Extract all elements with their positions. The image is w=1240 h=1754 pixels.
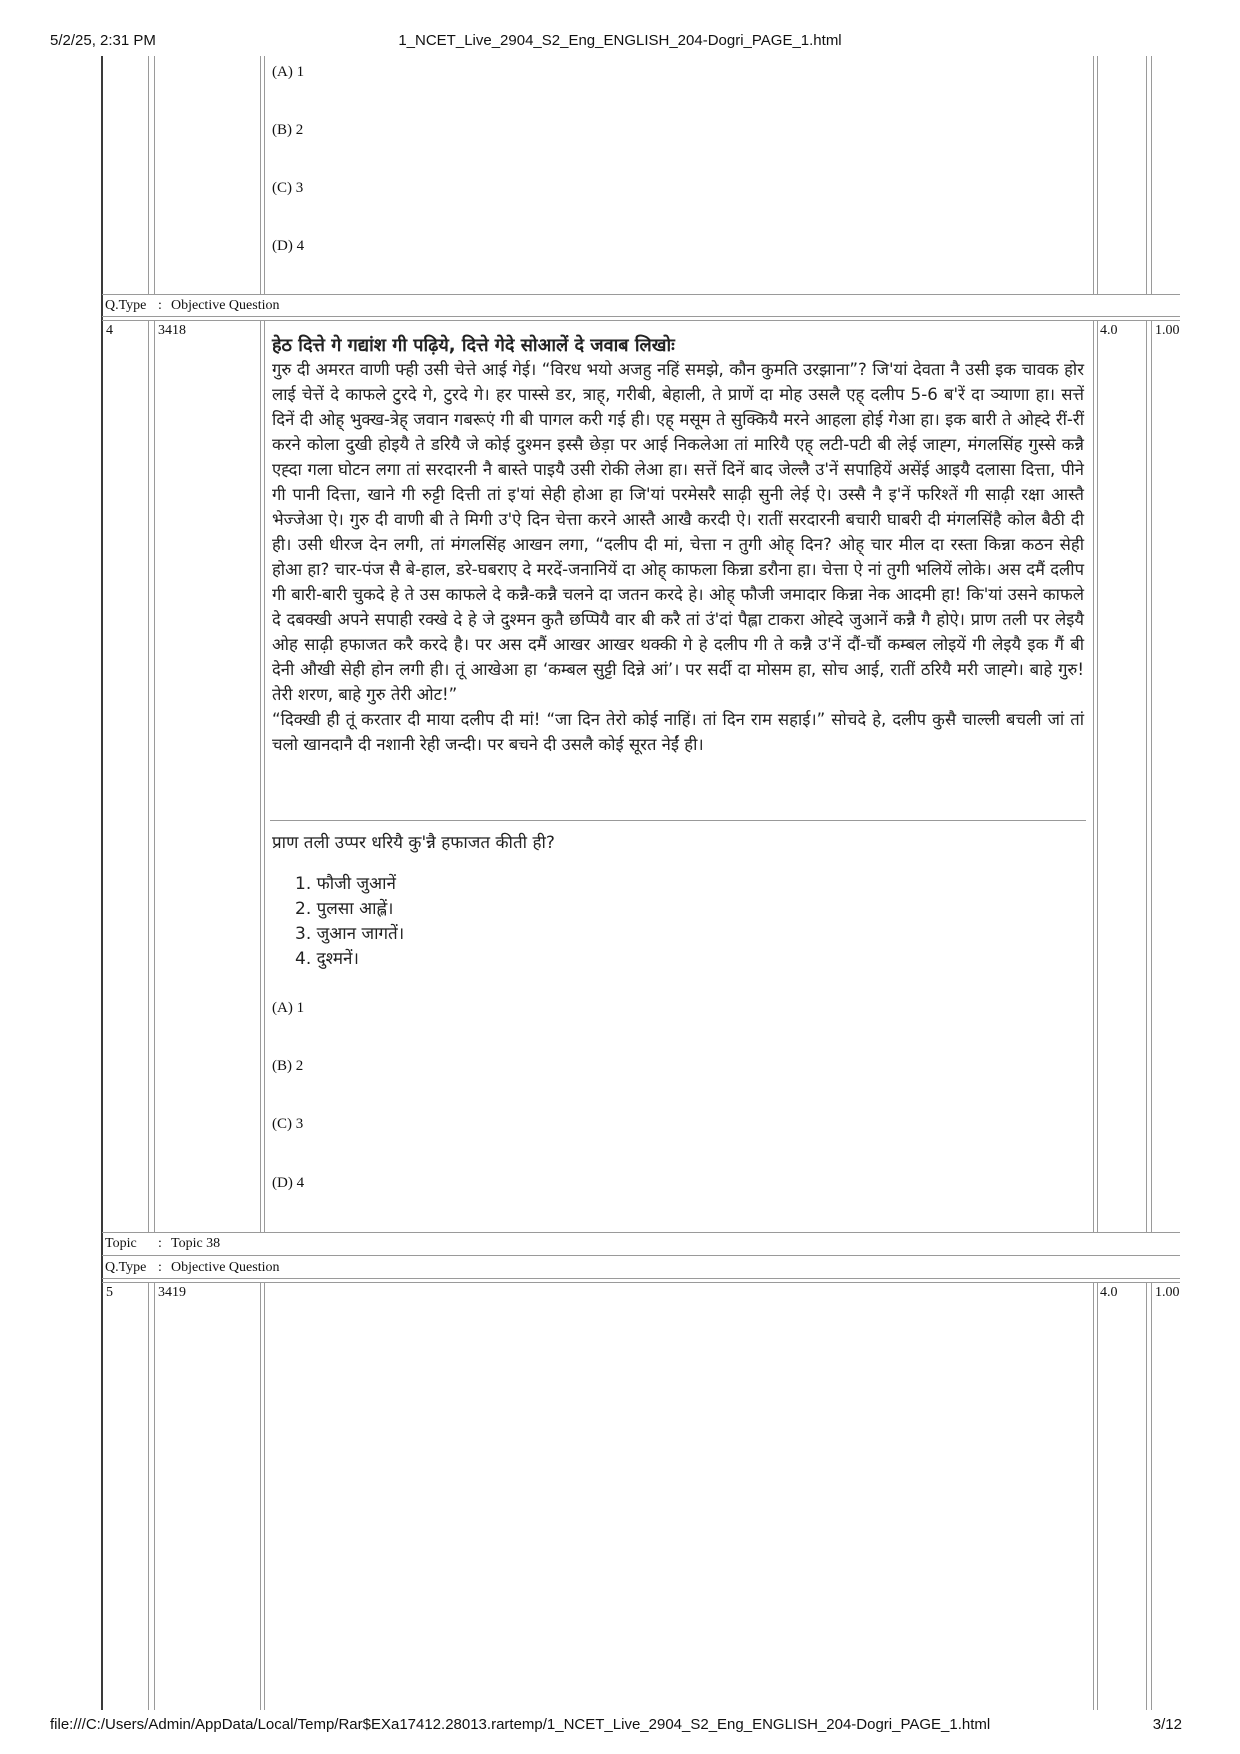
qtype-row-border bbox=[102, 316, 1180, 317]
q5-col-sno-border bbox=[148, 1282, 149, 1710]
prev-option-c: (C) 3 bbox=[272, 180, 304, 196]
q4-choice-list bbox=[295, 872, 404, 972]
q5-col-body-border-inner bbox=[264, 1282, 265, 1710]
q4-col-neg-border bbox=[1146, 320, 1147, 1232]
q4-passage bbox=[272, 357, 1084, 757]
col-qid-border bbox=[154, 56, 155, 294]
col-marks-border bbox=[1093, 56, 1094, 294]
col-marks-border-inner bbox=[1097, 56, 1098, 294]
topic-row-border bbox=[102, 1255, 1180, 1256]
q4-question-id: 3418 bbox=[158, 323, 186, 338]
qtype-label: Q.Type bbox=[105, 298, 147, 313]
q5-col-body-border bbox=[260, 1282, 261, 1710]
q5-marks: 4.0 bbox=[1100, 1285, 1118, 1300]
q4-passage-paragraph-1: गुरु दी अमरत वाणी फ्ही उसी चेत्ते आई गेई। “विरध भयो अजहु नहिं समझे, कौन कुमति उरझाना”? जि'यां देवता नै उसी इक चावक होर लाई चेत्तें दे काफले टुरदे गे, टुरदे गे। हर पास्से डर, त्राह्, गरीबी, बेहाली, ते प्राणें दा मोह उसलै एह् दलीप 5-6 ब'रें दा ञ्याणा हा। सत्तें दिनें दी ओह् भुक्ख-त्रेह् जवान गबरूएं गी बी पागल करी गई ही। एह् मसूम ते सुक्कियै मरने आहला होई गेआ हा। इक बारी ते ओह्दे रीं-रीं करने कोला दुखी होइयै ते डरियै जे कोई दुश्मन इस्सै छेड़ा पर आई निकलेआ तां मारियै एह् लटी-पटी बी लेई जाह्ग, मंगलसिंह गुस्से कन्नै एह्दा गला घोटन लगा तां सरदारनी नै बास्ते पाइयै उसी रोकी लेआ हा। सत्तें दिनें बाद जेल्लै उ'नें सपाहियें असेंई आइयै दलासा दित्ता, पीने गी पानी दित्ता, खाने गी रुट्टी दित्ती तां इ'यां सेही होआ हा जि'यां परमेसरै साढ़ी सुनी लेई ऐ। उस्सै नै इ'नें फरिश्तें गी साढ़ी रक्षा आस्तै भेज्जेआ ऐ। गुरु दी वाणी बी ते मिगी उ'ऐ दिन चेत्ता करने आस्तै आखै करदी ऐ। रातीं सरदारनी बचारी घाबरी दी मंगलसिंहै कोल बैठी दी ही। उसी धीरज देन लगी, तां मंगलसिंह आखन लगा, “दलीप दी मां, चेत्ता न तुगी ओह् दिन? ओह् चार मील दा रस्ता किन्ना कठन सेही होआ हा? चार-पंज सै बे-हाल, डरे-घबराए दे मरदें-जनानियें दा ओह् काफला किन्ना डरौना हा। चेत्ता ऐ नां तुगी भलियें लोके। अस दमैं दलीप गी बारी-बारी चुकदे हे ते उस काफले दे कन्नै-कन्नै चलने दा जतन करदे हे। ओह् फौजी जमादार किन्ना नेक आदमी हा! कि'यां उसने काफले दे दबक्खी अपने सपाही रक्खे दे हे जे दुश्मन कुतै छप्पियै वार बी करै तां उं'दां पैह्ला टाकरा ओह्दे जुआनें कन्नै गै होऐ। प्राण तली पर लेइयै ओह साढ़ी हफाजत करै करदे है। पर अस दमैं आखर आखर थक्की गे हे दलीप गी ते कन्नै उ'नें दौं-चौं कम्बल लोइयें गी लेइयै इक गैं बी देनी औखी सेही होन लगी ही। तूं आखेआ हा ‘कम्बल सुट्टी दिन्ने आं’। पर सर्दी दा मोसम हा, सोच आई, रातीं ठरियै मरी जाह्गे। बाहे गुरु! तेरी शरण, बाहे गुरु तेरी ओट!” bbox=[272, 360, 1085, 704]
topic-label: Topic bbox=[105, 1236, 137, 1251]
qtype-sep: : bbox=[158, 298, 162, 313]
qtype-row-2-border bbox=[102, 1278, 1180, 1279]
prev-option-d: (D) 4 bbox=[272, 238, 305, 254]
q4-serial-number: 4 bbox=[106, 323, 113, 338]
prev-option-b: (B) 2 bbox=[272, 122, 304, 138]
q4-marks: 4.0 bbox=[1100, 323, 1118, 338]
q5-negative-marks: 1.00 bbox=[1155, 1285, 1180, 1300]
q5-col-neg-border-inner bbox=[1151, 1282, 1152, 1710]
q4-choice-1: 1. फौजी जुआनें bbox=[295, 874, 396, 894]
col-body-border-inner bbox=[264, 56, 265, 294]
q4-col-neg-border-inner bbox=[1151, 320, 1152, 1232]
q4-bottom-border bbox=[102, 1232, 1180, 1233]
q4-col-marks-border-inner bbox=[1097, 320, 1098, 1232]
topic-sep: : bbox=[158, 1236, 162, 1251]
q4-col-sno-border bbox=[148, 320, 149, 1232]
q4-choice-3: 3. जुआन जागतें। bbox=[295, 924, 405, 944]
table-border-left bbox=[101, 56, 103, 1710]
q4-question-separator bbox=[270, 820, 1086, 821]
col-neg-border bbox=[1146, 56, 1147, 294]
q4-col-qid-border bbox=[154, 320, 155, 1232]
col-sno-border bbox=[148, 56, 149, 294]
q5-col-marks-border-inner bbox=[1097, 1282, 1098, 1710]
qtype-value-2: Objective Question bbox=[171, 1260, 280, 1275]
q4-option-c: (C) 3 bbox=[272, 1116, 304, 1132]
q4-col-body-border-inner bbox=[264, 320, 265, 1232]
q5-col-marks-border bbox=[1093, 1282, 1094, 1710]
q4-option-b: (B) 2 bbox=[272, 1058, 304, 1074]
q4-choice-2: 2. पुलसा आह्लें। bbox=[295, 899, 394, 919]
q4-question-text: प्राण तली उप्पर धरियै कु'न्नै हफाजत कीती ही? bbox=[272, 833, 555, 853]
q5-serial-number: 5 bbox=[106, 1285, 113, 1300]
row-bottom-border bbox=[102, 294, 1180, 295]
q4-passage-heading: हेठ दित्ते गे गद्यांश गी पढ़िये, दित्ते गेदे सोआलें दे जवाब लिखोः bbox=[272, 335, 675, 356]
q5-question-id: 3419 bbox=[158, 1285, 186, 1300]
topic-value: Topic 38 bbox=[171, 1236, 221, 1251]
q4-option-a: (A) 1 bbox=[272, 1000, 305, 1016]
q4-choice-4: 4. दुश्मनें। bbox=[295, 949, 359, 969]
col-body-border bbox=[260, 56, 261, 294]
q4-option-d: (D) 4 bbox=[272, 1175, 305, 1191]
print-doc-title: 1_NCET_Live_2904_S2_Eng_ENGLISH_204-Dogri_PAGE_1.html bbox=[398, 32, 842, 49]
qtype-sep-2: : bbox=[158, 1260, 162, 1275]
qtype-value: Objective Question bbox=[171, 298, 280, 313]
print-datetime: 5/2/25, 2:31 PM bbox=[50, 32, 156, 49]
q5-col-neg-border bbox=[1146, 1282, 1147, 1710]
qtype-label-2: Q.Type bbox=[105, 1260, 147, 1275]
prev-option-a: (A) 1 bbox=[272, 64, 305, 80]
print-page-number: 3/12 bbox=[1152, 1716, 1182, 1733]
q5-col-qid-border bbox=[154, 1282, 155, 1710]
col-neg-border-inner bbox=[1151, 56, 1152, 294]
print-file-path: file:///C:/Users/Admin/AppData/Local/Temp/Rar$EXa17412.28013.rartemp/1_NCET_Live_2904_S2_Eng_ENGLISH_204-Dogri_PAGE_1.html bbox=[50, 1716, 991, 1733]
q4-passage-paragraph-2: “दिक्खी ही तूं करतार दी माया दलीप दी मां! “जा दिन तेरो कोई नाहिं। तां दिन राम सहाई।” सोचदे हे, दलीप कुसै चाल्ली बचली जां तां चलो खानदानै दी नशानी रेही जन्दी। पर बचने दी उसलै कोई सूरत नेईं ही। bbox=[272, 710, 1084, 754]
q4-col-body-border bbox=[260, 320, 261, 1232]
q4-col-marks-border bbox=[1093, 320, 1094, 1232]
q4-negative-marks: 1.00 bbox=[1155, 323, 1180, 338]
